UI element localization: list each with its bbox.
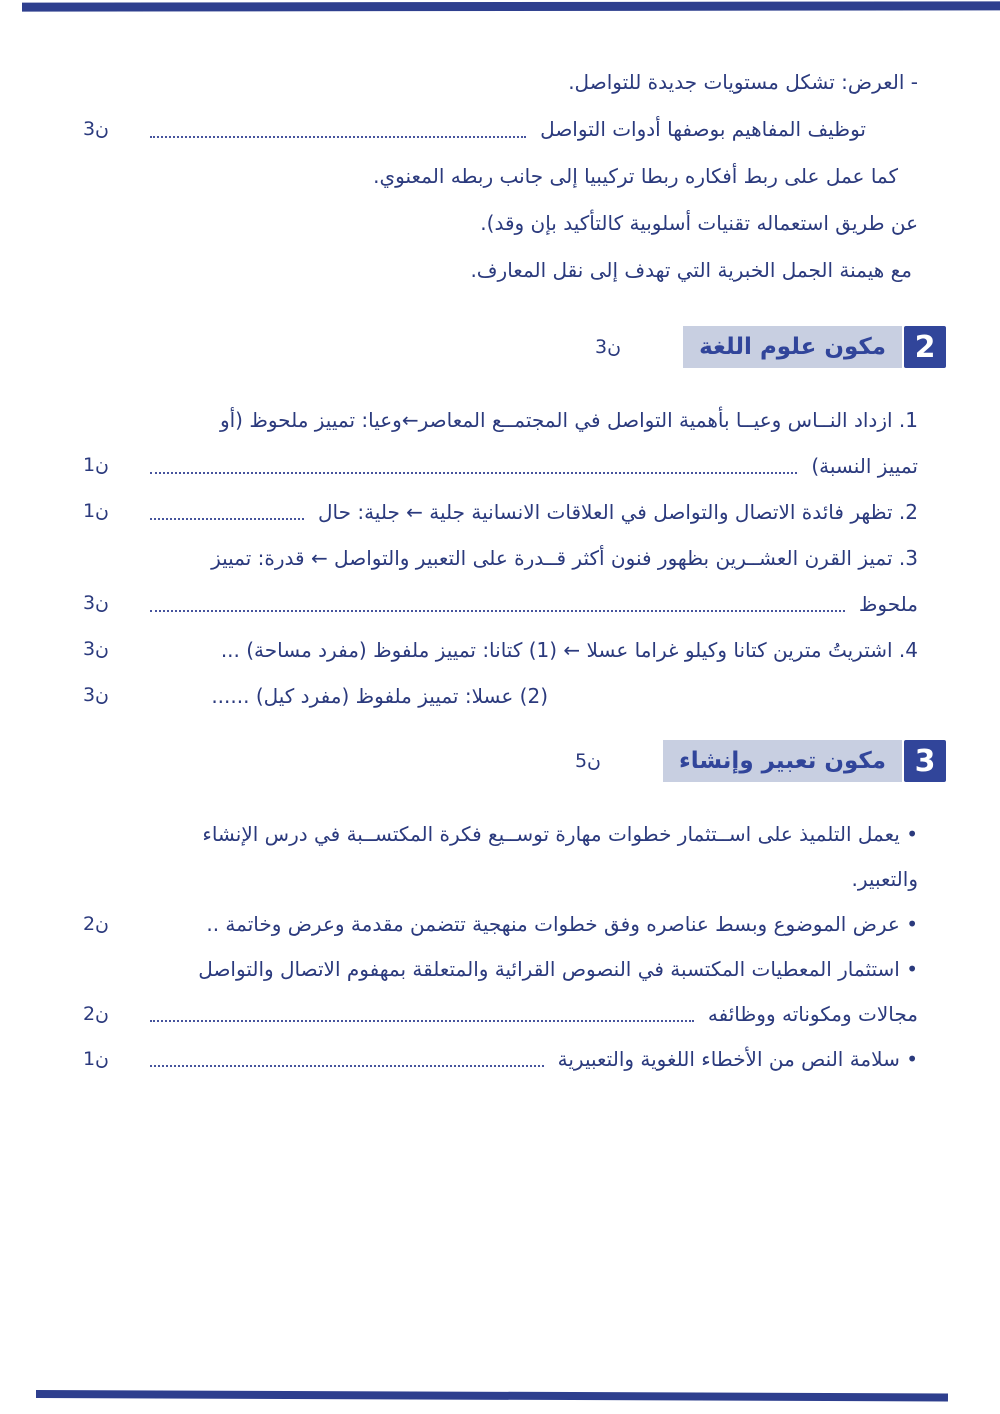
line-text: عن طريق استعماله تقنيات أسلوبية كالتأكيد بإن وقد). bbox=[480, 211, 918, 235]
text-row bbox=[60, 247, 912, 294]
section-badge bbox=[683, 326, 946, 368]
bottom-rule bbox=[36, 1390, 948, 1402]
line-text: والتعبير. bbox=[851, 867, 918, 891]
section-header-language bbox=[60, 326, 946, 368]
text-row bbox=[60, 489, 918, 535]
score-mark: 1ن bbox=[82, 500, 110, 523]
score-mark: 2ن bbox=[82, 912, 110, 935]
text-row bbox=[60, 627, 918, 673]
line-text: تمييز النسبة) bbox=[811, 453, 918, 478]
text-row bbox=[60, 397, 918, 443]
text-row bbox=[60, 673, 548, 719]
dotted-leader bbox=[150, 1020, 694, 1022]
line-text: كما عمل على ربط أفكاره ربطا تركيبيا إلى جانب ربطه المعنوي. bbox=[373, 164, 898, 188]
section-header-writing bbox=[60, 740, 946, 782]
text-row bbox=[60, 200, 918, 247]
line-text: ملحوظ bbox=[858, 591, 918, 616]
score-mark: 3ن bbox=[82, 684, 110, 707]
text-row bbox=[60, 902, 918, 947]
text-row bbox=[60, 59, 918, 106]
dotted-leader bbox=[150, 472, 797, 474]
line-text: • يعمل التلميذ على اســتثمار خطوات مهارة توســيع فكرة المكتســبة في درس الإنشاء bbox=[202, 822, 918, 846]
line-text: • عرض الموضوع وبسط عناصره وفق خطوات منهجية تتضمن مقدمة وعرض وخاتمة .. bbox=[206, 912, 918, 936]
section-number: 3 bbox=[904, 740, 946, 782]
score-mark: 3ن bbox=[82, 117, 110, 140]
line-text: 2. تظهر فائدة الاتصال والتواصل في العلاقات الانسانية جلية ← جلية: حال bbox=[317, 499, 918, 524]
line-text: توظيف المفاهيم بوصفها أدوات التواصل bbox=[540, 117, 866, 141]
line-text: • سلامة النص من الأخطاء اللغوية والتعبيرية bbox=[557, 1047, 918, 1071]
dotted-leader bbox=[150, 136, 526, 138]
section-score: 5ن bbox=[574, 750, 601, 772]
text-row bbox=[60, 1037, 918, 1082]
line-text: • استثمار المعطيات المكتسبة في النصوص القرائية والمتعلقة بمهفوم الاتصال والتواصل bbox=[198, 957, 918, 981]
line-text: - العرض: تشكل مستويات جديدة للتواصل. bbox=[568, 70, 918, 94]
dotted-leader bbox=[150, 610, 845, 612]
section-number: 2 bbox=[904, 326, 946, 368]
line-text: مجالات ومكوناته ووظائفه bbox=[707, 1002, 918, 1026]
score-mark: 1ن bbox=[82, 1047, 110, 1070]
dotted-leader bbox=[150, 518, 304, 520]
writing-bullets-section bbox=[60, 812, 918, 1082]
line-text: مع هيمنة الجمل الخبرية التي تهدف إلى نقل المعارف. bbox=[470, 258, 912, 282]
section-title: مكون علوم اللغة bbox=[683, 326, 902, 368]
text-row bbox=[60, 857, 918, 902]
language-items-section bbox=[60, 397, 918, 719]
intro-section bbox=[60, 59, 918, 294]
score-mark: 2ن bbox=[82, 1002, 110, 1025]
section-badge bbox=[663, 740, 946, 782]
section-score: 3ن bbox=[595, 336, 622, 358]
text-row bbox=[60, 992, 918, 1037]
line-text: 4. اشتريتُ مترين كتانا وكيلو غراما عسلا ← (1) كتانا: تمييز ملفوظ (مفرد مساحة) ... bbox=[220, 637, 918, 662]
line-text: 3. تميز القرن العشــرين بظهور فنون أكثر قــدرة على التعبير والتواصل ← قدرة: تمييز bbox=[211, 545, 918, 570]
text-row bbox=[60, 106, 866, 153]
line-text: (2) عسلا: تمييز ملفوظ (مفرد كيل) ...... bbox=[211, 683, 548, 708]
text-row bbox=[60, 153, 898, 200]
text-row bbox=[60, 443, 918, 489]
text-row bbox=[60, 812, 918, 857]
score-mark: 3ن bbox=[82, 592, 110, 615]
line-text: 1. ازداد النــاس وعيــا بأهمية التواصل في المجتمــع المعاصر←وعيا: تمييز ملحوظ (أو bbox=[219, 407, 918, 432]
score-mark: 1ن bbox=[82, 454, 110, 477]
text-row bbox=[60, 947, 918, 992]
dotted-leader bbox=[150, 1065, 544, 1067]
score-mark: 3ن bbox=[82, 638, 110, 661]
section-title: مكون تعبير وإنشاء bbox=[663, 740, 902, 782]
text-row bbox=[60, 581, 918, 627]
text-row bbox=[60, 535, 918, 581]
